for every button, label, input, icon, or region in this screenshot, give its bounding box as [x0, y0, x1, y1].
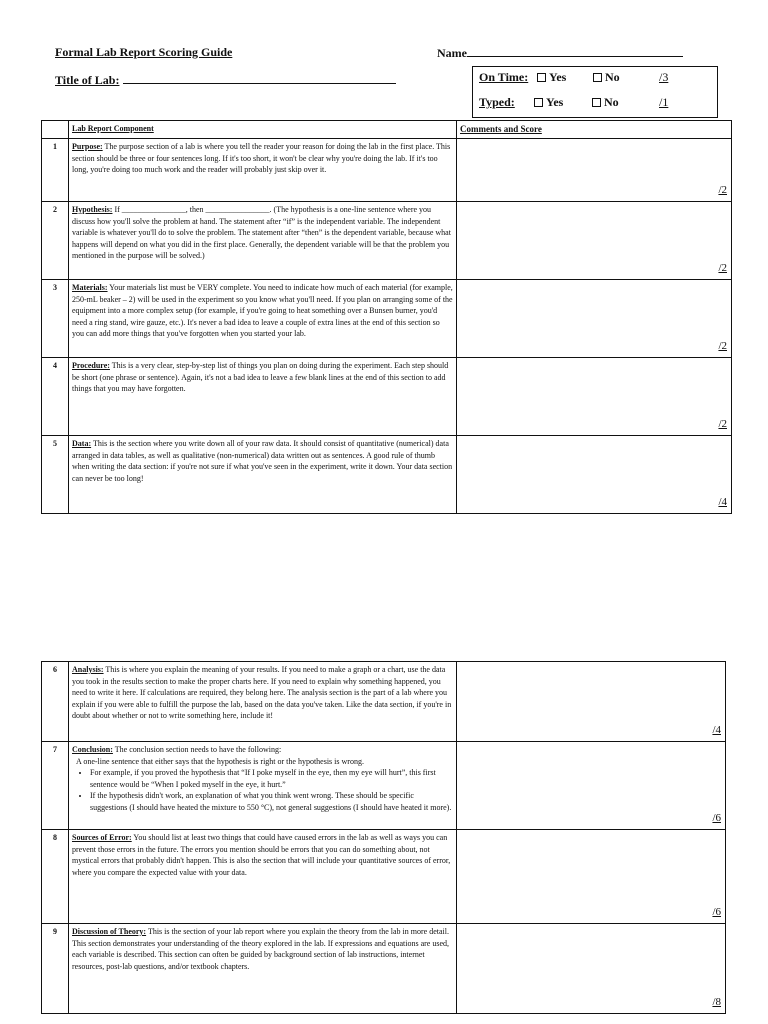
on-time-no-option[interactable]: No	[593, 70, 643, 85]
row-number: 6	[42, 662, 69, 742]
row-number: 8	[42, 830, 69, 924]
lab-title-label: Title of Lab:	[55, 73, 120, 87]
comment-score-cell[interactable]	[457, 830, 726, 924]
lab-title-field[interactable]	[55, 72, 396, 88]
on-time-row	[479, 70, 668, 85]
conclusion-requirement: A one-line sentence that either says that the hypothesis is right or the hypothesis is wrong.	[76, 756, 364, 766]
score: /2	[718, 418, 727, 431]
component-description: Analysis: This is where you explain the meaning of your results. If you need to make a graph or a chart, use the data you took in the results section to make the proper charts here. If you need to explain why something happened, you need to write it here. If calculations are required, they belong here. The analysis section is the part of a lab where you explain if you were able to fulfill the purpose the lab, based on the data you've taken. Like the data section, if you're in doubt about whether or not to write something here, include it!	[69, 662, 457, 742]
header-component: Lab Report Component	[69, 121, 457, 139]
typed-row	[479, 95, 668, 110]
component-heading: Data:	[72, 439, 92, 449]
typed-no-option[interactable]: No	[592, 95, 643, 110]
component-description: Discussion of Theory: This is the section of your lab report where you explain the theory from the lab in more detail. This section demonstrates your understanding of the theory explored in the lab. If expressions and equations are used, each variable is described. This section can often be guided by background section of lab instructions, internet resources, post-lab questions, and/or textbook chapters.	[69, 924, 457, 1014]
table-row	[42, 924, 726, 1014]
component-heading: Discussion of Theory:	[72, 927, 147, 936]
component-description: Purpose: The purpose section of a lab is where you tell the reader your reason for doing the lab in the first place. This section should be three or four sentences long. If it's too short, it won't be clear why you're doing the lab. If it's too long, you're doing too much work and the reader will probably just skip over it.	[69, 139, 457, 202]
component-description: Hypothesis: If ________________, then ________________. (The hypothesis is a one-line sentence where you discuss how you'll solve the problem at hand. The statement after “if” is the independent variable. The independent variable is whatever you'll do to solve the problem. The statement after “then” is the dependent variable, because what happens will depend on what you did in the first place. Generally, the dependent variable will be that the problem you mentioned in the purpose will be solved.)	[69, 202, 457, 280]
score: /6	[712, 906, 721, 919]
lab-title-line[interactable]	[123, 72, 396, 84]
score: /4	[718, 496, 727, 509]
table-row	[42, 662, 726, 742]
comment-score-cell[interactable]	[457, 436, 732, 514]
typed-points: /1	[659, 95, 669, 109]
name-label: Name	[437, 46, 467, 60]
table-row	[42, 358, 732, 436]
header-num-cell	[42, 121, 69, 139]
component-description: Sources of Error: You should list at least two things that could have caused errors in the lab as well as ways you can prevent those errors in the future. The errors you mention should be errors that you can do something about, not mystical errors that probably didn't happen. This is also the section that will include your quantitative sources of error, where you compare the expected value with your data.	[69, 830, 457, 924]
on-time-yes-option[interactable]: Yes	[537, 70, 593, 85]
table-row	[42, 202, 732, 280]
component-heading: Materials:	[72, 283, 108, 293]
score: /2	[718, 340, 727, 353]
conclusion-bullet-list	[72, 767, 453, 813]
on-time-label: On Time:	[479, 70, 529, 84]
row-number: 3	[42, 280, 69, 358]
table-row	[42, 280, 732, 358]
component-heading: Hypothesis:	[72, 205, 113, 215]
comment-score-cell[interactable]	[457, 358, 732, 436]
checkbox-icon[interactable]	[537, 73, 546, 82]
score: /8	[712, 996, 721, 1009]
component-heading: Sources of Error:	[72, 833, 132, 842]
table-header-row	[42, 121, 732, 139]
header-comments: Comments and Score	[457, 121, 732, 139]
typed-label: Typed:	[479, 95, 515, 109]
score: /6	[712, 812, 721, 825]
checkbox-icon[interactable]	[593, 73, 602, 82]
score: /2	[718, 184, 727, 197]
status-box	[472, 66, 718, 118]
scoring-table-1	[41, 120, 732, 514]
list-item: • For example, if you proved the hypothesis that “If I poke myself in the eye, then my eye will hurt”, this first sentence would be “When I poked myself in the eye, it hurt.”	[90, 767, 453, 790]
comment-score-cell[interactable]	[457, 280, 732, 358]
row-number: 5	[42, 436, 69, 514]
component-heading: Analysis:	[72, 665, 104, 674]
score: /2	[718, 262, 727, 275]
checkbox-icon[interactable]	[592, 98, 601, 107]
component-description: Conclusion: The conclusion section needs to have the following: A one-line sentence that either says that the hypothesis is right or the hypothesis is wrong. • For example, if you proved the hypothesis that “If I poke myself in the eye, then my eye will hurt”, this first sentence would be “When I poked myself in the eye, it hurt.” • If the hypothesis didn't work, an explanation of what you think went wrong. These should be specific suggestions (I should have heated the mixture to 550 °C), not general suggestions (I should have heated it more).	[69, 742, 457, 830]
table-row	[42, 139, 732, 202]
row-number: 4	[42, 358, 69, 436]
table-row	[42, 436, 732, 514]
table-row	[42, 742, 726, 830]
row-number: 2	[42, 202, 69, 280]
comment-score-cell[interactable]	[457, 742, 726, 830]
table-row	[42, 830, 726, 924]
comment-score-cell[interactable]	[457, 662, 726, 742]
typed-yes-option[interactable]: Yes	[534, 95, 592, 110]
row-number: 1	[42, 139, 69, 202]
checkbox-icon[interactable]	[534, 98, 543, 107]
comment-score-cell[interactable]	[457, 202, 732, 280]
page-title: Formal Lab Report Scoring Guide	[55, 45, 233, 59]
name-line[interactable]	[467, 45, 683, 57]
component-description: Procedure: This is a very clear, step-by-step list of things you plan on doing during the experiment. Each step should be short (one phrase or sentence). Again, it's not a bad idea to leave a few blank lines at the end of this section to add things that you may have forgotten.	[69, 358, 457, 436]
comment-score-cell[interactable]	[457, 139, 732, 202]
row-number: 7	[42, 742, 69, 830]
component-description: Materials: Your materials list must be VERY complete. You need to indicate how much of each material (for example, 250-mL beaker – 2) will be used in the experiment so you know what you'll need. If you plan on arranging some of the equipment into a more complex setup (for example, if you're going to heat something over a Bunsen burner, you'd need a ring stand, wire gauze, etc.). It's never a bad idea to leave a couple of extra lines at the end of this section so you can add more things that you've forgotten when you started your lab.	[69, 280, 457, 358]
score: /4	[712, 724, 721, 737]
row-number: 9	[42, 924, 69, 1014]
on-time-points: /3	[659, 70, 669, 84]
comment-score-cell[interactable]	[457, 924, 726, 1014]
component-heading: Purpose:	[72, 142, 103, 152]
component-heading: Procedure:	[72, 361, 110, 371]
scoring-table-2	[41, 661, 726, 1014]
list-item: • If the hypothesis didn't work, an explanation of what you think went wrong. These should be specific suggestions (I should have heated the mixture to 550 °C), not general suggestions (I should have heated it more).	[90, 790, 453, 813]
component-description: Data: This is the section where you write down all of your raw data. It should consist of quantitative (numerical) data arranged in data tables, as well as qualitative (non-numerical) data written out as sentences. A good rule of thumb when writing the data section: if you're not sure if what you've seen in the experiment, write it down. Your data section can never be too long!	[69, 436, 457, 514]
name-field[interactable]	[437, 45, 683, 61]
component-heading: Conclusion:	[72, 745, 113, 754]
